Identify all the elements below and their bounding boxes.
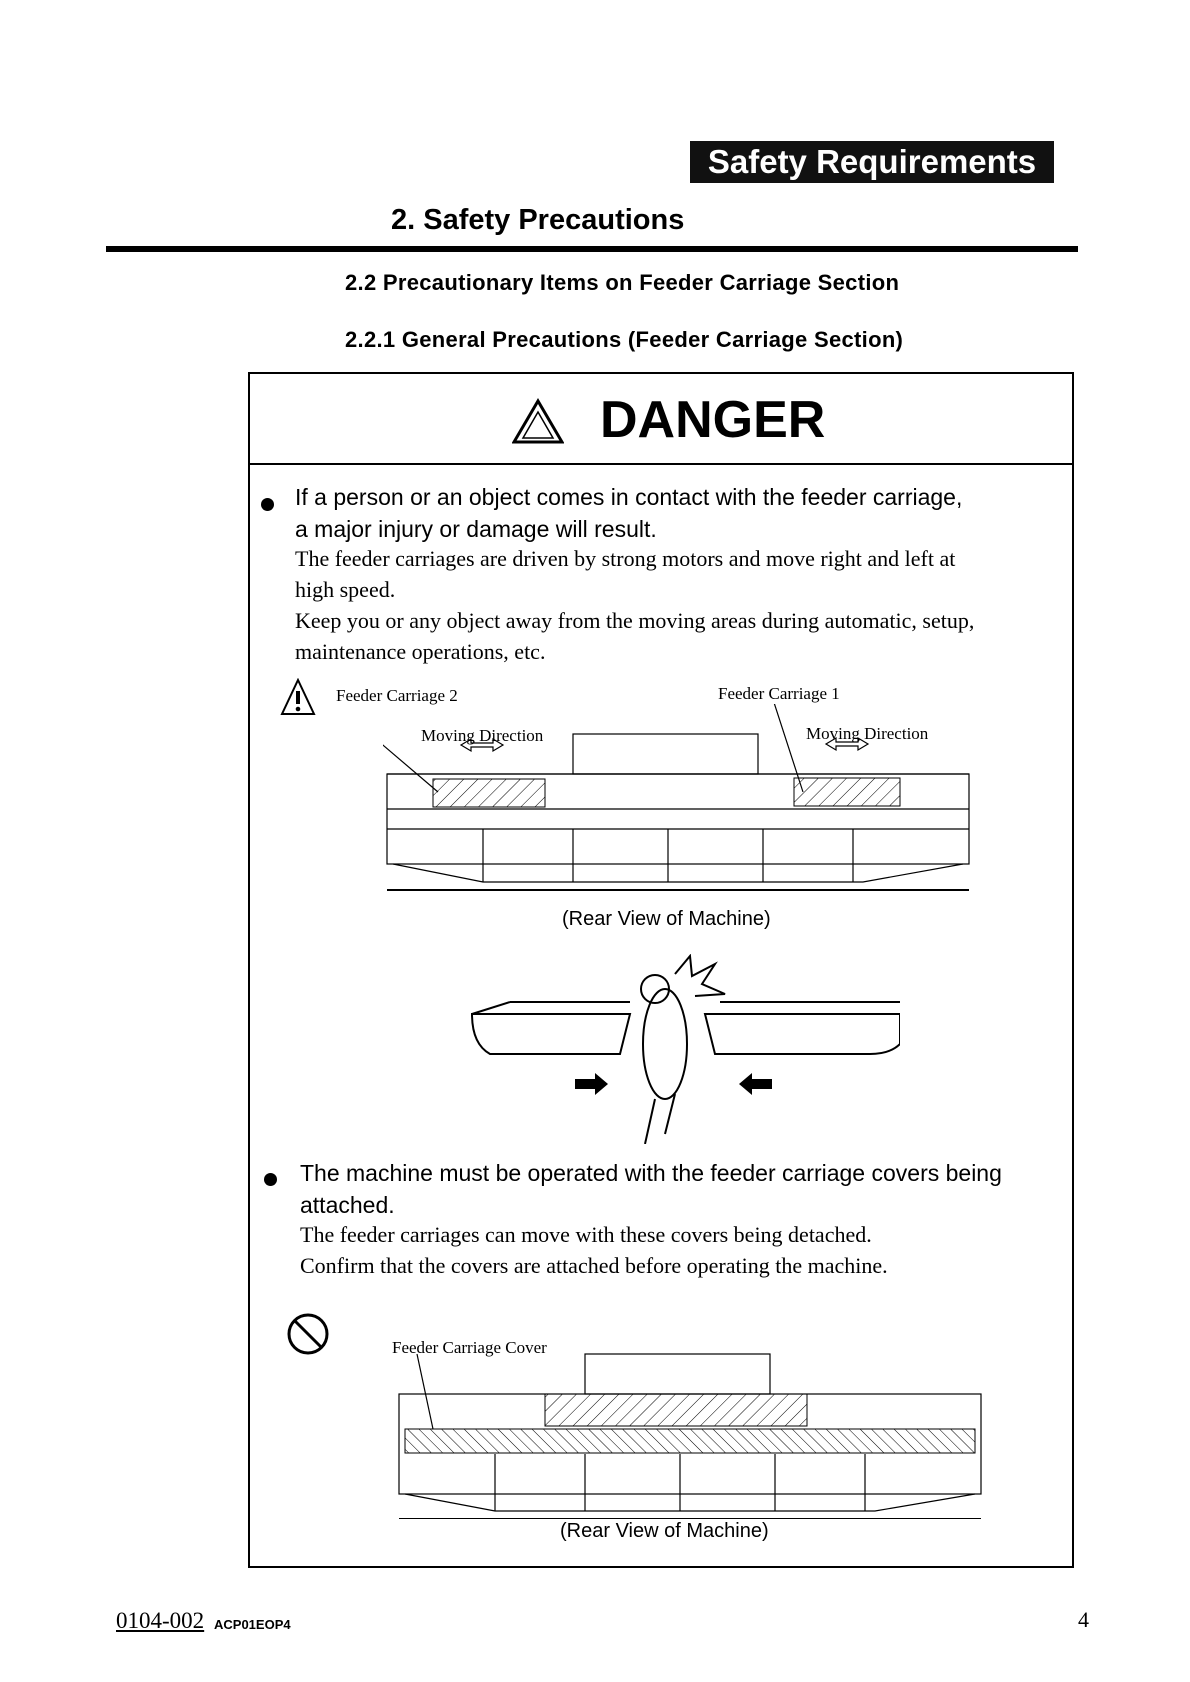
prohibition-icon [286,1312,330,1356]
bullet-icon [261,498,274,511]
label-moving-direction-right: Moving Direction [806,724,929,743]
doc-code: ACP01EOP4 [214,1617,291,1632]
section-badge: Safety Requirements [690,141,1054,183]
bullet1-line2: a major injury or damage will result. [295,516,657,542]
subsection-heading: 2.2.1 General Precautions (Feeder Carriage Section) [345,327,904,352]
body-line: Keep you or any object away from the moving areas during automatic, setup, [295,608,975,633]
label-feeder-carriage-1: Feeder Carriage 1 [718,684,840,703]
bullet-icon [264,1173,277,1186]
label-feeder-carriage-cover: Feeder Carriage Cover [392,1338,547,1357]
danger-title: DANGER [600,391,826,449]
body-line: Confirm that the covers are attached before operating the machine. [300,1253,888,1278]
figure2-caption: (Rear View of Machine) [560,1520,769,1542]
danger-box [248,372,1074,1568]
bullet2-line2: attached. [300,1192,395,1218]
machine-rear-view-diagram [383,704,973,900]
danger-header [250,374,1072,465]
body-line: The feeder carriages can move with these covers being detached. [300,1222,872,1247]
bullet2-line1: The machine must be operated with the feeder carriage covers being [300,1160,1002,1186]
bullet2-body [300,1219,888,1281]
figure1-caption: (Rear View of Machine) [562,908,771,930]
warning-triangle-icon [512,398,564,444]
bullet1-text [295,481,962,545]
label-moving-direction-left: Moving Direction [421,726,544,745]
caution-icon [280,678,316,716]
title-rule [106,246,1078,252]
machine-rear-view-covered-diagram [395,1349,985,1519]
bullet1-body [295,543,974,667]
page-number: 4 [1078,1607,1089,1632]
body-line: maintenance operations, etc. [295,639,546,664]
pinch-hazard-illustration [470,954,900,1144]
section-heading: 2.2 Precautionary Items on Feeder Carriage Section [345,270,900,295]
body-line: The feeder carriages are driven by strong motors and move right and left at [295,546,956,571]
bullet1-line1: If a person or an object comes in contact with the feeder carriage, [295,484,963,510]
body-line: high speed. [295,577,396,602]
page-title: 2. Safety Precautions [391,204,685,236]
bullet2-text [300,1157,1002,1221]
label-feeder-carriage-2: Feeder Carriage 2 [336,686,458,705]
doc-number: 0104-002 [116,1608,205,1633]
